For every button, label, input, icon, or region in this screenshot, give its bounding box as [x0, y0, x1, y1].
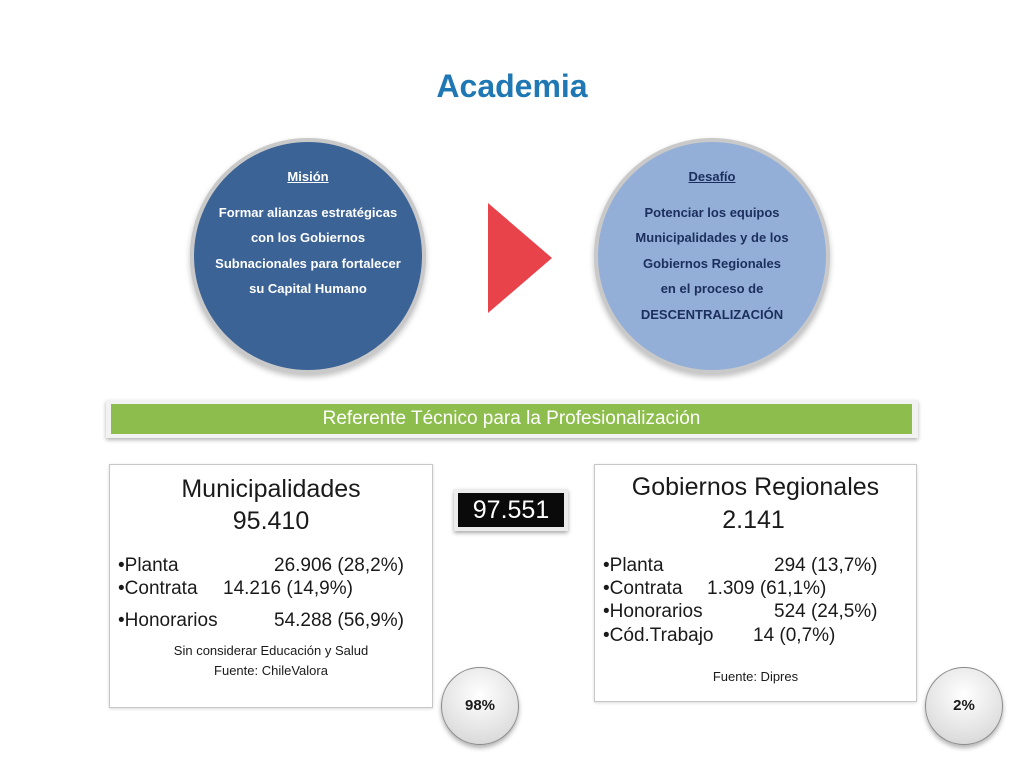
- desafio-heading: Desafío: [688, 169, 736, 184]
- municipalidades-name: Municipalidades: [181, 475, 361, 503]
- gobiernos-row: [603, 555, 878, 577]
- desafio-line: Potenciar los equipos: [644, 204, 780, 220]
- desafio-line: Gobiernos Regionales: [643, 255, 781, 271]
- desafio-line: DESCENTRALIZACIÓN: [640, 306, 784, 322]
- row-value: 54.288 (56,9%): [274, 610, 404, 631]
- row-label: •Planta: [603, 555, 664, 576]
- municipalidades-box: [109, 464, 433, 708]
- mision-line: Subnacionales para fortalecer: [215, 255, 401, 271]
- total-badge: [454, 489, 568, 531]
- total-value: 97.551: [458, 493, 564, 527]
- percent-badge-gobiernos: 2%: [925, 667, 1003, 745]
- row-value: 14 (0,7%): [753, 625, 836, 646]
- municipalidades-total: 95.410: [232, 507, 310, 535]
- gobiernos-row: [603, 578, 827, 600]
- gobiernos-box: [594, 464, 917, 702]
- municipalidades-note: Sin considerar Educación y Salud: [173, 643, 369, 658]
- mision-heading: Misión: [287, 169, 329, 184]
- mision-line: su Capital Humano: [249, 281, 367, 296]
- mision-line: con los Gobiernos: [250, 230, 366, 245]
- row-value: 26.906 (28,2%): [274, 555, 404, 576]
- gobiernos-row: [603, 625, 836, 647]
- row-label: •Cód.Trabajo: [603, 625, 714, 646]
- municipalidades-row: [118, 555, 404, 577]
- page-title: Academia: [436, 68, 588, 104]
- row-label: •Contrata: [118, 578, 198, 599]
- desafio-line: Municipalidades y de los: [635, 230, 789, 245]
- gobiernos-source: Fuente: Dipres: [712, 669, 799, 684]
- row-value: 14.216 (14,9%): [223, 578, 353, 599]
- row-value: 524 (24,5%): [774, 601, 878, 622]
- row-label: •Honorarios: [118, 610, 218, 631]
- banner: Referente Técnico para la Profesionalización: [111, 404, 912, 434]
- row-label: •Honorarios: [603, 601, 703, 622]
- row-value: 294 (13,7%): [774, 555, 878, 576]
- mision-line: Formar alianzas estratégicas: [218, 204, 398, 220]
- row-label: •Planta: [118, 555, 179, 576]
- row-label: •Contrata: [603, 578, 683, 599]
- percent-badge-municipalidades: 98%: [441, 667, 519, 745]
- row-value: 1.309 (61,1%): [707, 578, 827, 599]
- arrow-right-icon: [488, 203, 552, 313]
- municipalidades-source: Fuente: ChileValora: [214, 663, 328, 678]
- municipalidades-row: [118, 610, 404, 632]
- municipalidades-row: [118, 578, 353, 600]
- gobiernos-total: 2.141: [722, 506, 785, 534]
- gobiernos-row: [603, 601, 878, 623]
- desafio-circle: [594, 138, 830, 374]
- gobiernos-name: Gobiernos Regionales: [631, 473, 880, 501]
- mision-circle: [190, 138, 426, 374]
- desafio-line: en el proceso de: [660, 281, 764, 296]
